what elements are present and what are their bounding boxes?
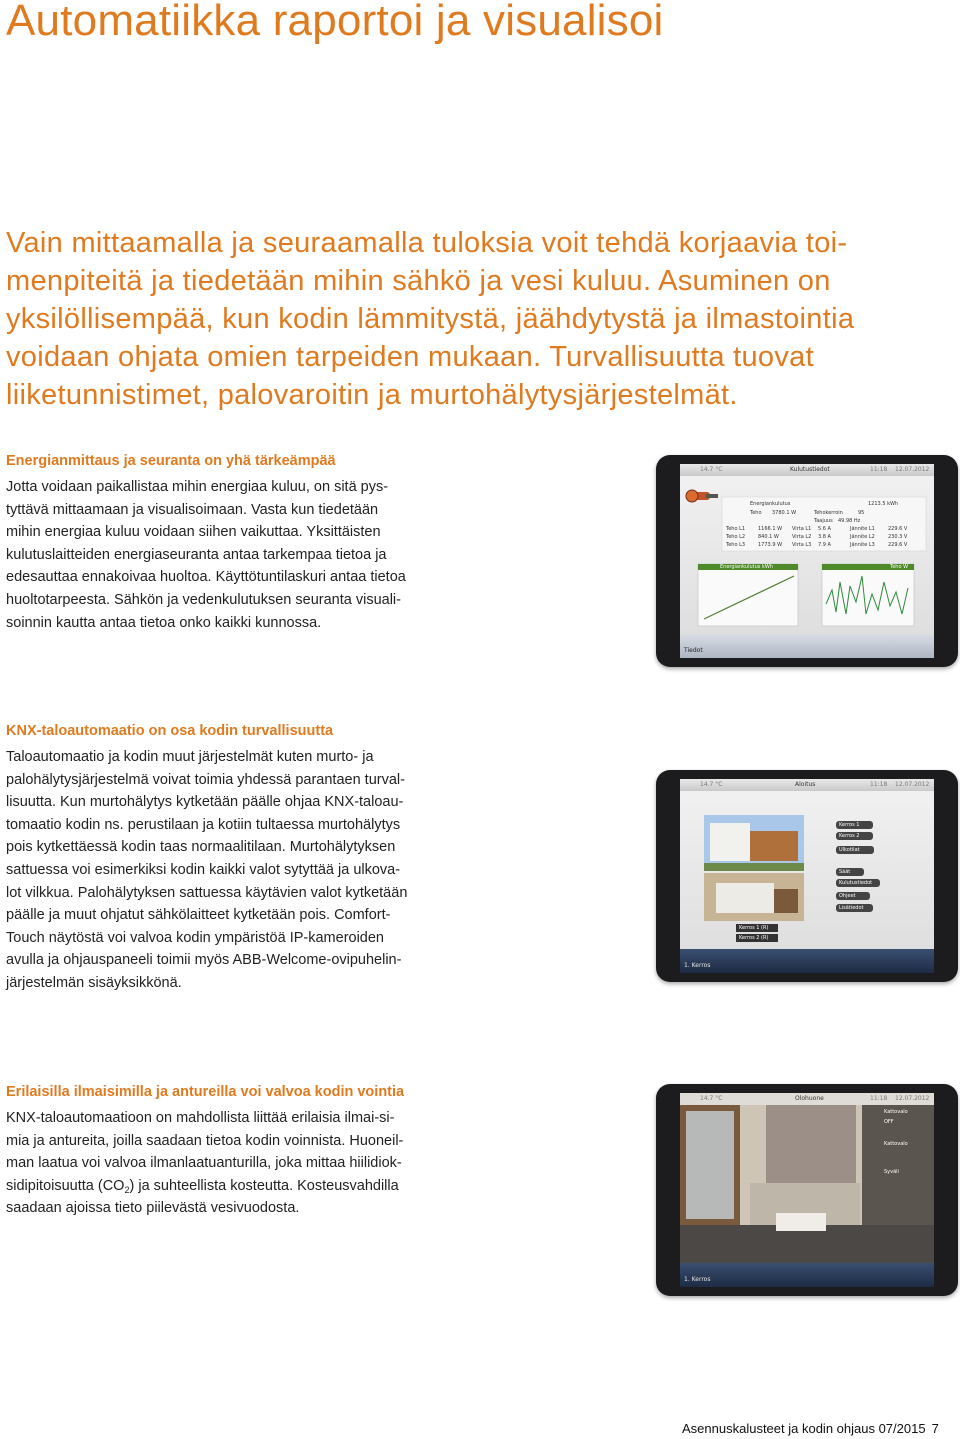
temperature-readout: 14.7 °C — [700, 466, 723, 473]
energy-value: 1213.5 kWh — [868, 501, 899, 507]
menu-button[interactable]: Ohjeet — [836, 892, 870, 900]
cell: 3.8 A — [818, 534, 831, 540]
cell: Teho L1 — [726, 526, 746, 532]
date: 12.07.2012 — [895, 466, 930, 473]
chart-label: Teho W — [890, 564, 909, 570]
menu-button[interactable]: Kerros 1 — [836, 821, 873, 829]
body-line: tomaatio kodin ns. perustilaan ja kotiin tultaessa murtohälytys — [6, 816, 401, 833]
energy-screen — [680, 464, 934, 658]
menu-button[interactable]: Lisätiedot — [836, 904, 873, 912]
cell: 49.98 Hz — [838, 518, 861, 524]
body-line: Touch näytöstä voi valvoa kodin ympäristöä IP-kameroiden — [6, 929, 384, 946]
body-line: pois kytkettäessä kodin taas normaalitilaan. Murtohälytyksen — [6, 839, 396, 856]
house-visual — [680, 779, 934, 973]
floor-button[interactable]: Kerros 2 (R) — [736, 934, 778, 942]
body-line: lisuutta. Kun murtohälytys kytketään päälle ohjaa KNX-taloau- — [6, 794, 404, 811]
menu-button[interactable]: Kerros 2 — [836, 832, 873, 840]
section-heading: Energianmittaus ja seuranta on yhä tärkeämpää — [6, 453, 336, 469]
room-visual — [680, 1093, 934, 1287]
screen-bottombar — [680, 1263, 934, 1287]
date: 12.07.2012 — [895, 1095, 930, 1102]
lead-line: menpiteitä ja tiedetään mihin sähkö ja vesi kuluu. Asuminen on — [6, 265, 831, 297]
tablet-security — [656, 770, 958, 982]
section-heading: Erilaisilla ilmaisimilla ja antureilla voi valvoa kodin vointia — [6, 1084, 405, 1100]
temperature-readout: 14.7 °C — [700, 781, 723, 788]
floor-button[interactable]: Kerros 1 (R) — [736, 924, 778, 932]
cell: 5.6 A — [818, 526, 831, 532]
screen-title: Kulutustiedot — [790, 466, 830, 473]
cell: Jännite L1 — [850, 526, 875, 532]
clock: 11:18 — [870, 781, 888, 788]
cell: 840.1 W — [758, 534, 779, 540]
body-line: soinnin kautta antaa tietoa onko kaikki kunnossa. — [6, 614, 322, 631]
cell: Virta L2 — [792, 534, 812, 540]
section-sensors — [6, 1081, 476, 1220]
energy-label: Energiankulutus — [750, 501, 791, 507]
control-label: Kattovalo — [884, 1141, 908, 1147]
co2-text-before: sidipitoisuutta (CO — [6, 1177, 125, 1194]
date: 12.07.2012 — [895, 781, 930, 788]
lead-line: voidaan ohjata omien tarpeiden mukaan. Turvallisuutta tuovat — [6, 341, 814, 373]
lead-paragraph — [6, 224, 956, 414]
body-line: järjestelmän sisäyksikkönä. — [6, 974, 182, 991]
cell: Teho L3 — [726, 542, 746, 548]
body-line: kulutuslaitteiden energiaseuranta antaa tarkempaa tietoa ja — [6, 546, 387, 563]
screen-title: Olohuone — [795, 1095, 824, 1102]
page-title: Automatiikka raportoi ja visualisoi — [6, 0, 664, 45]
screen-bottombar — [680, 949, 934, 973]
co2-subscript: 2 — [124, 1184, 130, 1195]
menu-button[interactable]: Kulutustiedot — [836, 879, 880, 887]
cell: Taajuus — [814, 518, 833, 524]
body-line: sattuessa voi esimerkiksi kodin kaikki valot sytyttää ja ulkova- — [6, 861, 401, 878]
control-label: Syväli — [884, 1169, 899, 1175]
body-line: saadaan ajoissa tieto piilevästä vesivuodosta. — [6, 1200, 300, 1217]
body-line: lot vilkkua. Palohälytyksen sattuessa käytävien valot kytketään — [6, 884, 408, 901]
cell: 229.6 V — [888, 542, 908, 548]
temperature-readout: 14.7 °C — [700, 1095, 723, 1102]
cell: 229.6 V — [888, 526, 908, 532]
cell: 230.3 V — [888, 534, 908, 540]
cell: Jännite L2 — [850, 534, 875, 540]
tablet-room — [656, 1084, 958, 1296]
energy-visual — [680, 464, 934, 658]
section-body — [6, 746, 476, 995]
cell: Teho L2 — [726, 534, 746, 540]
body-line: mia ja antureita, joilla saadaan tietoa kodin voinnista. Huoneil- — [6, 1132, 404, 1149]
body-line-co2 — [6, 1175, 476, 1198]
cell: Virta L3 — [792, 542, 812, 548]
body-line: edesauttaa ennakoivaa huoltoa. Käyttötuntilaskuri antaa tietoa — [6, 569, 406, 586]
cell: Virta L1 — [792, 526, 812, 532]
chart-label: Energiankulutus kWh — [720, 564, 773, 570]
cell: Tehokerroin — [814, 510, 843, 516]
body-line: avulla ja ohjauspaneeli toimii myös ABB-Welcome-ovipuhelin- — [6, 952, 402, 969]
clock: 11:18 — [870, 1095, 888, 1102]
cell: 1166.1 W — [758, 526, 783, 532]
footer-text: Asennuskalusteet ja kodin ohjaus 07/2015 — [682, 1421, 926, 1436]
body-line: palohälytysjärjestelmä voivat toimia yhdessä parantaen turval- — [6, 771, 405, 788]
security-screen — [680, 779, 934, 973]
cell: Jännite L3 — [850, 542, 875, 548]
bottom-label[interactable]: Tiedot — [684, 647, 703, 654]
bottom-label[interactable]: 1. Kerros — [684, 1276, 711, 1283]
section-body — [6, 476, 476, 634]
screen-bottombar — [680, 634, 934, 658]
bottom-label[interactable]: 1. Kerros — [684, 962, 711, 969]
screen-topbar — [680, 1093, 934, 1105]
screen-title: Aloitus — [795, 781, 816, 788]
menu-button[interactable]: Ulkotilat — [836, 846, 874, 854]
lead-line: Vain mittaamalla ja seuraamalla tuloksia voit tehdä korjaavia toi- — [6, 227, 848, 259]
body-line: päälle ja muut ohjatut sähkölaitteet kytketään pois. Comfort- — [6, 907, 391, 924]
cell: 95 — [858, 510, 865, 516]
cell: Teho — [750, 510, 762, 516]
menu-button[interactable]: Säät — [836, 868, 864, 876]
body-line: huoltotarpeesta. Sähkön ja vedenkulutuksen seuranta visuali- — [6, 591, 401, 608]
toggle-state[interactable]: OFF — [884, 1119, 894, 1125]
body-line: Jotta voidaan paikallistaa mihin energiaa kuluu, on sitä pys- — [6, 479, 389, 495]
cell: 3780.1 W — [772, 510, 797, 516]
section-body — [6, 1107, 476, 1220]
section-energy — [6, 450, 476, 634]
lead-line: yksilöllisempää, kun kodin lämmitystä, jäähdytystä ja ilmastointia — [6, 303, 855, 335]
page-number: 7 — [931, 1421, 939, 1436]
body-line: man laatua voi valvoa ilmanlaatuanturilla, joka mittaa hiilidiok- — [6, 1155, 402, 1172]
body-line: Taloautomaatio ja kodin muut järjestelmät kuten murto- ja — [6, 749, 374, 765]
clock: 11:18 — [870, 466, 888, 473]
co2-text-after: ) ja suhteellista kosteutta. Kosteusvahdilla — [129, 1177, 399, 1194]
meter-icon — [686, 490, 718, 502]
page-footer — [682, 1421, 939, 1436]
body-line: KNX-taloautomaatioon on mahdollista liittää erilaisia ilmai-si- — [6, 1110, 395, 1126]
room-screen — [680, 1093, 934, 1287]
cell: 7.9 A — [818, 542, 831, 548]
control-label: Kattovalo — [884, 1109, 908, 1115]
cell: 1773.9 W — [758, 542, 783, 548]
section-heading: KNX-taloautomaatio on osa kodin turvallisuutta — [6, 723, 334, 739]
body-line: mihin energiaa kuluu voidaan siihen vaikuttaa. Yksittäisten — [6, 524, 381, 541]
section-security — [6, 720, 476, 995]
body-line: tyttävä mittaamaan ja visualisoimaan. Vasta kun tiedetään — [6, 501, 379, 518]
lead-line: liiketunnistimet, palovaroitin ja murtohälytysjärjestelmät. — [6, 379, 738, 411]
tablet-energy — [656, 455, 958, 667]
